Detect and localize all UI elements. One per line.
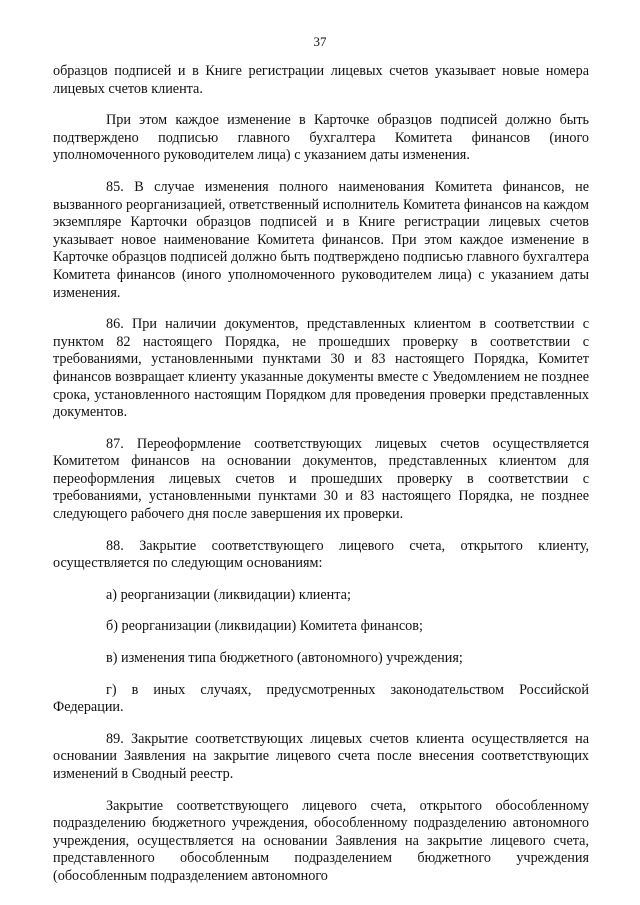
paragraph-88: 88. Закрытие соответствующего лицевого счета, открытого клиенту, осуществляется по следующим основаниям: — [53, 537, 589, 572]
list-item-a: а) реорганизации (ликвидации) клиента; — [106, 586, 351, 603]
paragraph-separate-subdivision: Закрытие соответствующего лицевого счета, открытого обособленному подразделению бюджетного учреждения, обособленному подразделению автономного учреждения, осуществляется на основании Заявления на закрытие лицевого счета, представленного обособленным подразделением бюджетного учреждения (обособленным подразделением автономного — [53, 797, 589, 884]
paragraph-85: 85. В случае изменения полного наименования Комитета финансов, не вызванного реорганизацией, ответственный исполнитель Комитета финансов на каждом экземпляре Карточки образцов подписей и в Книге регистрации лицевых счетов указывает новое наименование Комитета финансов. При этом каждое изменение в Карточке образцов подписей должно быть подтверждено подписью главного бухгалтера Комитета финансов (иного уполномоченного руководителем лица) с указанием даты изменения. — [53, 178, 589, 301]
paragraph-signature-change: При этом каждое изменение в Карточке образцов подписей должно быть подтверждено подписью главного бухгалтера Комитета финансов (иного уполномоченного руководителем лица) с указанием даты изменения. — [53, 112, 589, 164]
paragraph-87: 87. Переоформление соответствующих лицевых счетов осуществляется Комитетом финансов на основании документов, представленных клиентом для переоформления лицевых счетов и прошедших проверку в соответствии с требованиями, установленными пунктами 30 и 83 настоящего Порядка, не позднее следующего рабочего дня после завершения их проверки. — [53, 435, 589, 523]
list-item-b: б) реорганизации (ликвидации) Комитета финансов; — [106, 618, 423, 635]
page-number: 37 — [313, 34, 327, 49]
list-item-v: в) изменения типа бюджетного (автономного) учреждения; — [106, 650, 463, 667]
paragraph-continuation: образцов подписей и в Книге регистрации лицевых счетов указывает новые номера лицевых счетов клиента. — [53, 63, 589, 97]
paragraph-89: 89. Закрытие соответствующих лицевых счетов клиента осуществляется на основании Заявления на закрытие лицевого счета после внесения соответствующих изменений в Сводный реестр. — [53, 730, 589, 782]
paragraph-86: 86. При наличии документов, представленных клиентом в соответствии с пунктом 82 настоящего Порядка, не прошедших проверку в соответствии с требованиями, установленными пунктами 30 и 83 настоящего Порядка, Комитет финансов возвращает клиенту указанные документы вместе с Уведомлением не позднее срока, установленного настоящим Порядком для проведения проверки представленных документов. — [53, 316, 589, 421]
document-body — [53, 63, 589, 900]
list-item-g: г) в иных случаях, предусмотренных законодательством Российской Федерации. — [53, 681, 589, 716]
